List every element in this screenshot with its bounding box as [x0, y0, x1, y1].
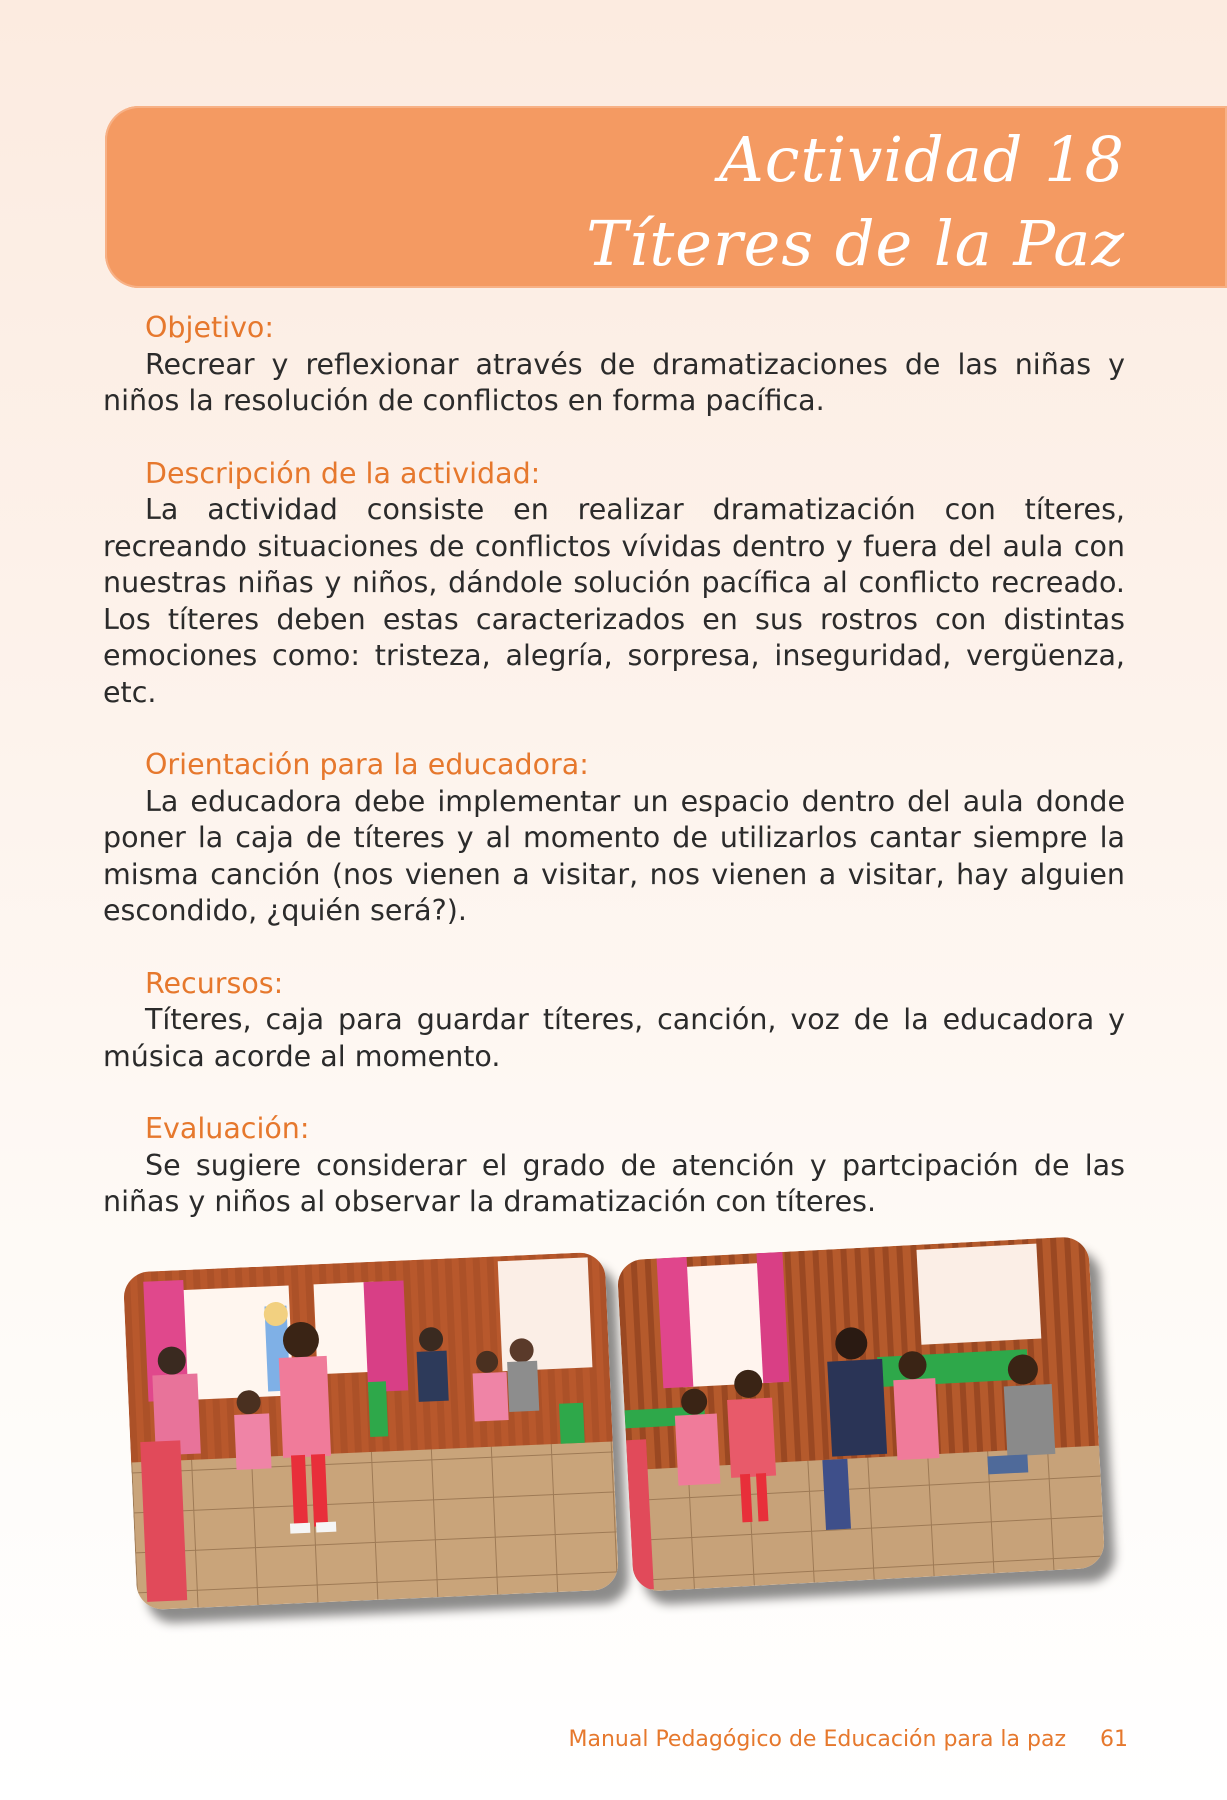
section-heading: Evaluación:	[145, 1112, 310, 1145]
section-heading: Objetivo:	[145, 311, 274, 344]
activity-name: Títeres de la Paz	[586, 207, 1125, 280]
classroom-puppet-photo-left	[123, 1252, 619, 1611]
section-text: La actividad consiste en realizar dramatización con títeres, recreando situaciones de conflictos vívidas dentro y fuera del aula con nuestras niñas y niños, dándole solución pacífica al conflicto recreado. Los títeres deben estas caracterizados en sus rostros con distintas emociones como: tristeza, alegría, sorpresa, inseguridad, vergüenza, etc.	[103, 493, 1125, 709]
page-number: 61	[1100, 1727, 1128, 1752]
section-text: Recrear y reflexionar através de dramatizaciones de las niñas y niños la resolución de conflictos en forma pacífica.	[103, 347, 1125, 417]
section-heading: Recursos:	[145, 966, 284, 1000]
section-objetivo	[103, 310, 1125, 420]
section-text: Se sugiere considerar el grado de atención y partcipación de las niñas y niños al observar la dramatización con títeres.	[103, 1148, 1125, 1218]
section-evaluacion	[103, 1111, 1125, 1221]
activity-title	[586, 118, 1125, 286]
section-heading: Orientación para la educadora:	[145, 748, 589, 781]
activity-content	[103, 310, 1125, 1257]
section-descripcion	[103, 456, 1125, 712]
footer-title: Manual Pedagógico de Educación para la paz	[568, 1727, 1066, 1752]
section-text: La educadora debe implementar un espacio dentro del aula donde poner la caja de títeres y al momento de utilizarlos cantar siempre la misma canción (nos vienen a visitar, nos vienen a visitar, hay alguien escondido, ¿quién será?).	[103, 784, 1125, 927]
activity-number: Actividad 18	[718, 123, 1125, 196]
page-footer	[569, 1727, 1128, 1752]
section-orientacion	[103, 747, 1125, 930]
section-heading: Descripción de la actividad:	[145, 456, 541, 490]
section-text: Títeres, caja para guardar títeres, canción, voz de la educadora y música acorde al momento.	[103, 1003, 1125, 1073]
section-recursos	[103, 966, 1125, 1076]
classroom-children-photo-right	[617, 1236, 1106, 1592]
